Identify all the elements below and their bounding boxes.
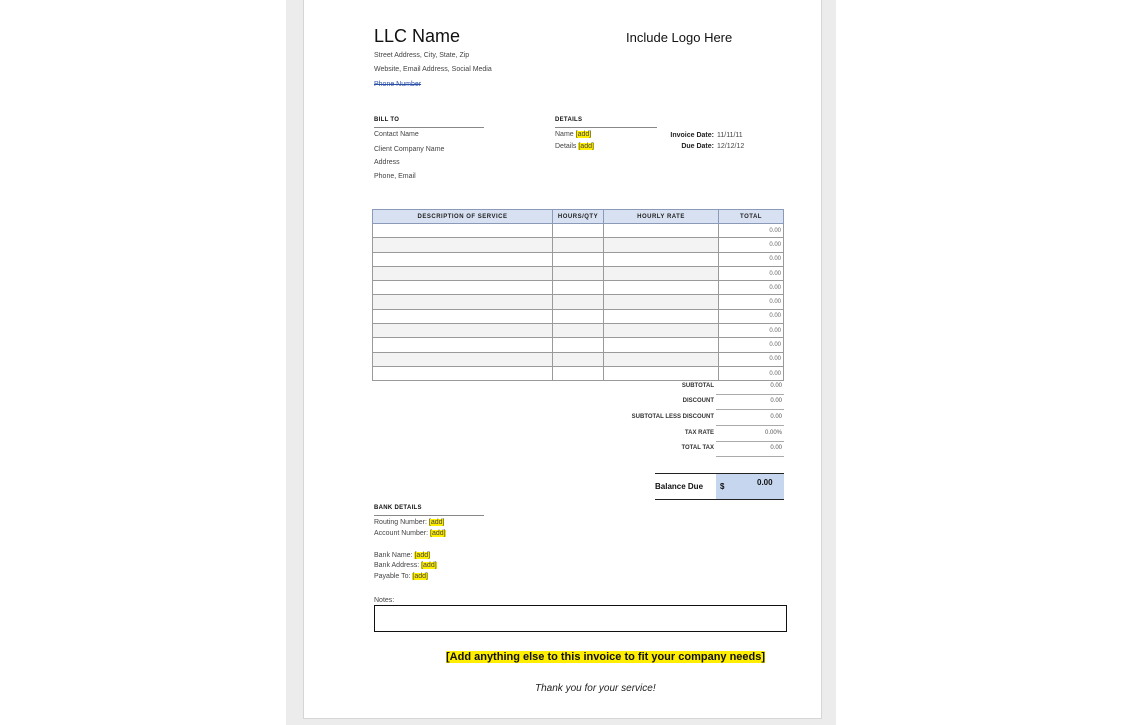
cell-rate[interactable]	[604, 295, 719, 309]
cell-rate[interactable]	[604, 281, 719, 295]
bank-address	[374, 562, 437, 569]
cell-desc[interactable]	[373, 309, 553, 323]
cell-desc[interactable]	[373, 266, 553, 280]
payable-add: [add]	[412, 573, 428, 580]
cell-total: 0.00	[719, 238, 784, 252]
table-row	[373, 252, 784, 266]
cell-total: 0.00	[719, 224, 784, 238]
cell-qty[interactable]	[553, 338, 604, 352]
cell-desc[interactable]	[373, 238, 553, 252]
balance-bottom-rule	[655, 499, 784, 500]
invoice-date-label: Invoice Date:	[670, 132, 714, 139]
company-name: LLC Name	[374, 26, 461, 46]
bill-to-contact: Contact Name	[374, 131, 419, 138]
balance-label: Balance Due	[655, 482, 704, 491]
table-row	[373, 295, 784, 309]
cell-qty[interactable]	[553, 324, 604, 338]
summary-label: DISCOUNT	[682, 398, 714, 404]
summary-label: SUBTOTAL LESS DISCOUNT	[631, 414, 714, 420]
details-details	[555, 143, 594, 150]
balance-box	[716, 474, 784, 499]
routing-label: Routing Number:	[374, 519, 427, 526]
table-row	[373, 281, 784, 295]
summary-label: TOTAL TAX	[681, 445, 714, 451]
due-date-value: 12/12/12	[717, 143, 745, 150]
cell-desc[interactable]	[373, 224, 553, 238]
cell-qty[interactable]	[553, 295, 604, 309]
cell-qty[interactable]	[553, 252, 604, 266]
summary-label: TAX RATE	[684, 430, 714, 436]
cell-qty[interactable]	[553, 366, 604, 380]
cell-desc[interactable]	[373, 366, 553, 380]
summary-rule	[716, 441, 784, 442]
thank-you-message: Thank you for your service!	[535, 683, 656, 694]
col-hours: HOURS/QTY	[553, 210, 604, 224]
account-label: Account Number:	[374, 530, 429, 537]
summary-rule	[716, 425, 784, 426]
bank-name-label: Bank Name:	[374, 552, 413, 559]
notes-label: Notes:	[374, 597, 395, 604]
custom-message: [Add anything else to this invoice to fit your company needs]	[446, 651, 766, 663]
cell-qty[interactable]	[553, 224, 604, 238]
cell-qty[interactable]	[553, 352, 604, 366]
table-row	[373, 338, 784, 352]
col-description: DESCRIPTION OF SERVICE	[373, 210, 553, 224]
bank-address-add: [add]	[421, 562, 437, 569]
cell-rate[interactable]	[604, 266, 719, 280]
bank-name-add: [add]	[414, 552, 431, 559]
cell-total: 0.00	[719, 324, 784, 338]
cell-total: 0.00	[719, 252, 784, 266]
cell-total: 0.00	[719, 281, 784, 295]
details-heading: DETAILS	[555, 117, 583, 123]
cell-rate[interactable]	[604, 324, 719, 338]
invoice-date-value: 11/11/11	[717, 132, 743, 139]
cell-total: 0.00	[719, 352, 784, 366]
bank-rule	[374, 515, 484, 516]
cell-desc[interactable]	[373, 324, 553, 338]
summary-value: 0.00%	[764, 430, 782, 436]
cell-total: 0.00	[719, 309, 784, 323]
due-date-label: Due Date:	[681, 143, 714, 150]
cell-rate[interactable]	[604, 352, 719, 366]
logo-placeholder: Include Logo Here	[626, 30, 733, 45]
cell-total: 0.00	[719, 366, 784, 380]
cell-rate[interactable]	[604, 309, 719, 323]
bank-heading: BANK DETAILS	[374, 505, 422, 511]
cell-desc[interactable]	[373, 281, 553, 295]
summary-value: 0.00	[770, 398, 782, 404]
notes-field[interactable]	[374, 605, 787, 632]
summary-rule	[716, 456, 784, 457]
details-name	[555, 131, 591, 138]
bank-routing	[374, 519, 444, 526]
summary-rule	[716, 394, 784, 395]
details-details-add: [add]	[578, 143, 594, 150]
cell-rate[interactable]	[604, 238, 719, 252]
cell-qty[interactable]	[553, 266, 604, 280]
details-name-label: Name	[555, 131, 574, 138]
company-address: Street Address, City, State, Zip	[374, 52, 470, 59]
account-add: [add]	[430, 530, 446, 537]
table-row	[373, 266, 784, 280]
cell-qty[interactable]	[553, 238, 604, 252]
summary-rule	[716, 409, 784, 410]
bill-to-heading: BILL TO	[374, 117, 400, 123]
table-row	[373, 309, 784, 323]
bill-to-address: Address	[374, 159, 400, 166]
cell-total: 0.00	[719, 295, 784, 309]
summary-value: 0.00	[770, 414, 782, 420]
bill-to-company: Client Company Name	[374, 146, 445, 153]
details-rule	[555, 127, 657, 128]
company-web: Website, Email Address, Social Media	[374, 66, 492, 73]
bank-payable	[374, 573, 428, 580]
line-items-table	[372, 209, 784, 381]
cell-rate[interactable]	[604, 338, 719, 352]
bill-to-phone: Phone, Email	[374, 173, 416, 180]
cell-desc[interactable]	[373, 252, 553, 266]
cell-total: 0.00	[719, 266, 784, 280]
bank-name	[374, 552, 430, 559]
company-phone: Phone Number	[374, 81, 422, 88]
cell-qty[interactable]	[553, 309, 604, 323]
summary-value: 0.00	[770, 445, 782, 451]
routing-add: [add]	[428, 519, 445, 526]
cell-total: 0.00	[719, 338, 784, 352]
summary-label: SUBTOTAL	[681, 383, 714, 389]
cell-desc[interactable]	[373, 338, 553, 352]
table-row	[373, 238, 784, 252]
bill-to-rule	[374, 127, 484, 128]
col-rate: HOURLY RATE	[604, 210, 719, 224]
cell-desc[interactable]	[373, 295, 553, 309]
cell-qty[interactable]	[553, 281, 604, 295]
table-row	[373, 324, 784, 338]
bank-account	[374, 530, 446, 537]
payable-label: Payable To:	[374, 573, 411, 580]
details-name-add: [add]	[575, 131, 592, 138]
summary-value: 0.00	[770, 383, 782, 389]
cell-rate[interactable]	[604, 252, 719, 266]
col-total: TOTAL	[719, 210, 784, 224]
bank-address-label: Bank Address:	[374, 562, 420, 569]
balance-currency: $	[720, 482, 725, 491]
cell-rate[interactable]	[604, 366, 719, 380]
cell-desc[interactable]	[373, 352, 553, 366]
table-row	[373, 224, 784, 238]
balance-value: 0.00	[757, 478, 773, 487]
details-details-label: Details	[555, 143, 577, 150]
table-row	[373, 366, 784, 380]
cell-rate[interactable]	[604, 224, 719, 238]
table-row	[373, 352, 784, 366]
